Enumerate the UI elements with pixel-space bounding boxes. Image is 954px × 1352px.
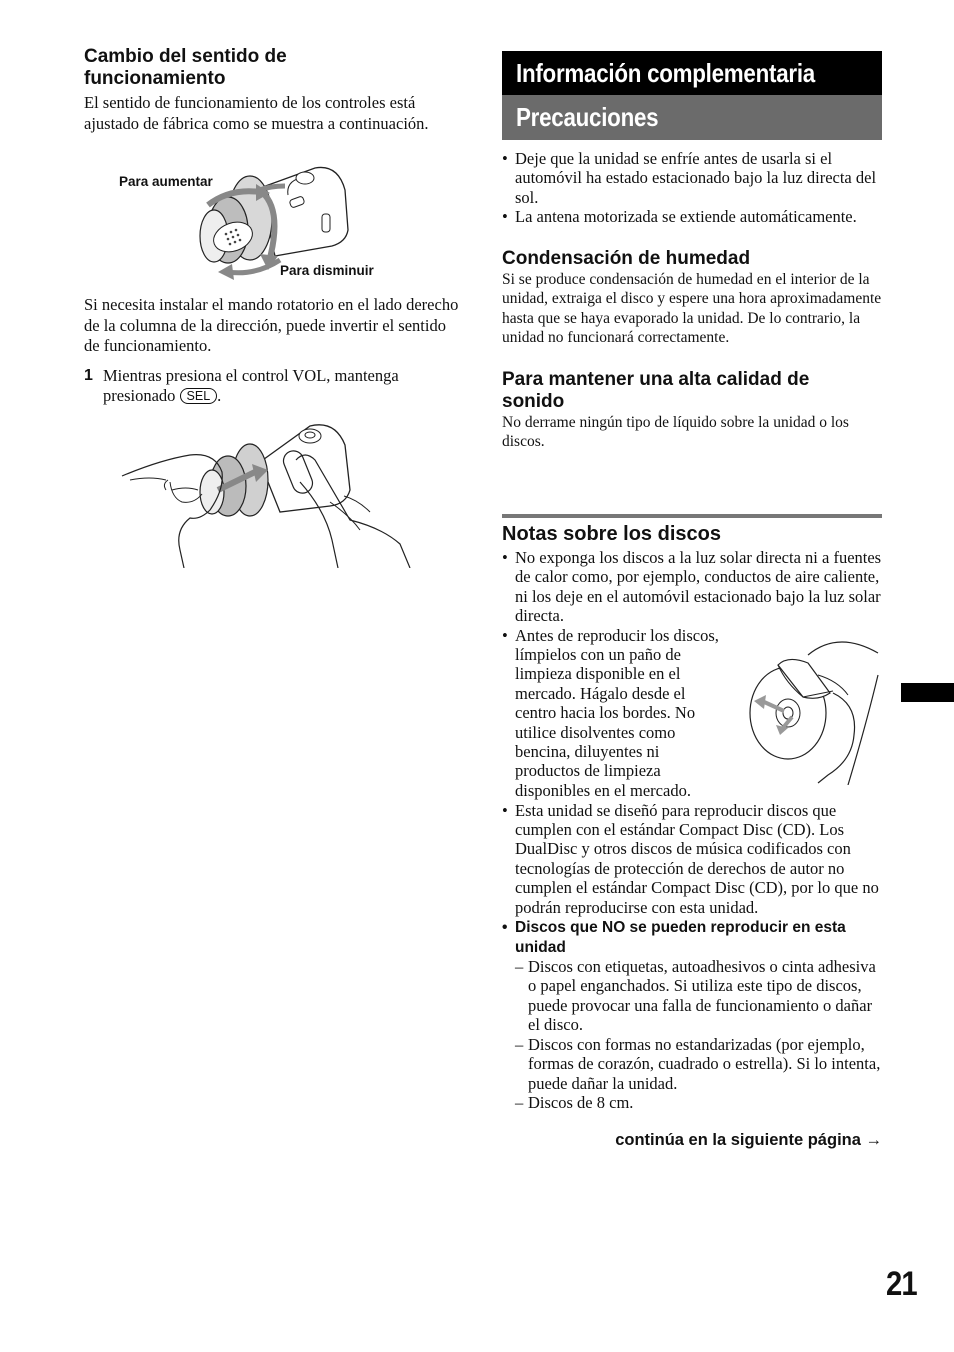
disc-cleaning-figure: [748, 635, 882, 785]
right-column: [502, 51, 882, 452]
heading-discs: Notas sobre los discos: [502, 523, 721, 545]
sel-key: SEL: [180, 388, 218, 404]
hand-pressing-illustration: [120, 420, 420, 568]
page-number: 21: [886, 1265, 917, 1303]
hand-pressing-figure: [120, 420, 420, 568]
rotary-commander-figure: [110, 160, 410, 285]
heading-sound-quality: Para mantener una alta calidad de sonido: [502, 368, 810, 412]
heading-condensation: Condensación de humedad: [502, 247, 751, 269]
step-end: .: [217, 386, 222, 405]
left-column-lower: [84, 295, 464, 407]
disc-note-item: • No exponga los discos a la luz solar directa ni a fuentes de calor como, por ejemplo, conductos de aire caliente, ni los deje en el automóvil estacionado bajo la luz solar directa.: [502, 548, 882, 626]
sound-quality-text: No derrame ningún tipo de líquido sobre la unidad o los discos.: [502, 413, 849, 451]
intro-paragraph: El sentido de funcionamiento de los controles está ajustado de fábrica como se muestra a continuación.: [84, 93, 429, 133]
section-banner: [502, 51, 882, 95]
continue-note: continúa en la siguiente página →: [615, 1131, 882, 1149]
condensation-text: Si se produce condensación de humedad en el interior de la unidad, extraiga el disco y espere una hora aproximadamente hasta que se haya evaporado la unidad. De lo contrario, la unidad no funcionará correctamente.: [502, 270, 882, 347]
disc-note-item: • Antes de reproducir los discos, límpielos con un paño de limpieza disponible en el mercado. Hágalo desde el centro hacia los bordes. No utilice disolventes como bencina, diluyentes ni productos de limpieza disponibles en el mercado.: [502, 626, 882, 801]
step-number: 1: [84, 366, 93, 384]
reverse-paragraph: Si necesita instalar el mando rotatorio en el lado derecho de la columna de la dirección, puede invertir el sentido de funcionamiento.: [84, 295, 459, 355]
label-increase: Para aumentar: [119, 174, 213, 189]
heading-change-direction: Cambio del sentido de funcionamiento: [84, 46, 287, 89]
subsection-title: Precauciones: [516, 102, 659, 132]
label-decrease: Para disminuir: [280, 263, 374, 278]
rotary-commander-illustration: [110, 160, 410, 285]
subsection-banner: [502, 95, 882, 140]
unplayable-item: – Discos con etiquetas, autoadhesivos o cinta adhesiva o papel enganchados. Si utiliza este tipo de discos, puede provocar una falla de funcionamiento o dañar el disco.: [515, 957, 876, 1035]
step-text: Mientras presiona el control VOL, mantenga presionado: [103, 365, 399, 405]
unplayable-list: [502, 957, 882, 1112]
unplayable-item: – Discos con formas no estandarizadas (por ejemplo, formas de corazón, cuadrado o estrella). Si lo intenta, puede dañar la unidad.: [515, 1034, 881, 1093]
precautions-list: [502, 149, 882, 227]
cleaning-lines: Antes de reproducir los discos, límpielos con un paño de limpieza disponible en el mercado. Hágalo desde el centro hacia los bordes. No utilice disolventes como bencina, diluyentes ni productos de limpieza disponibles en el mercado.: [515, 625, 719, 800]
discs-section: [502, 523, 882, 1112]
section-title: Información complementaria: [516, 58, 815, 88]
disc-cleaning-illustration: [748, 635, 882, 785]
disc-note-item: • Esta unidad se diseñó para reproducir discos que cumplen con el estándar Compact Disc (CD). Los DualDisc y otros discos de música codificados con tecnologías de protección de derechos de autor no cumplen el estándar Compact Disc (CD), por lo que no podrán reproducirse con esta unidad.: [502, 800, 879, 917]
disc-note-item-unplayable: • Discos que NO se pueden reproducir en esta unidad: [502, 919, 846, 956]
chapter-tab-marker: [901, 683, 954, 702]
left-column: [84, 46, 464, 134]
precaution-item: • La antena motorizada se extiende automáticamente.: [502, 207, 857, 227]
step-1: [84, 366, 464, 407]
section-rule: [502, 514, 882, 518]
unplayable-item: – Discos de 8 cm.: [515, 1092, 634, 1112]
precaution-item: • Deje que la unidad se enfríe antes de usarla si el automóvil ha estado estacionado bajo la luz directa del sol.: [502, 149, 877, 207]
